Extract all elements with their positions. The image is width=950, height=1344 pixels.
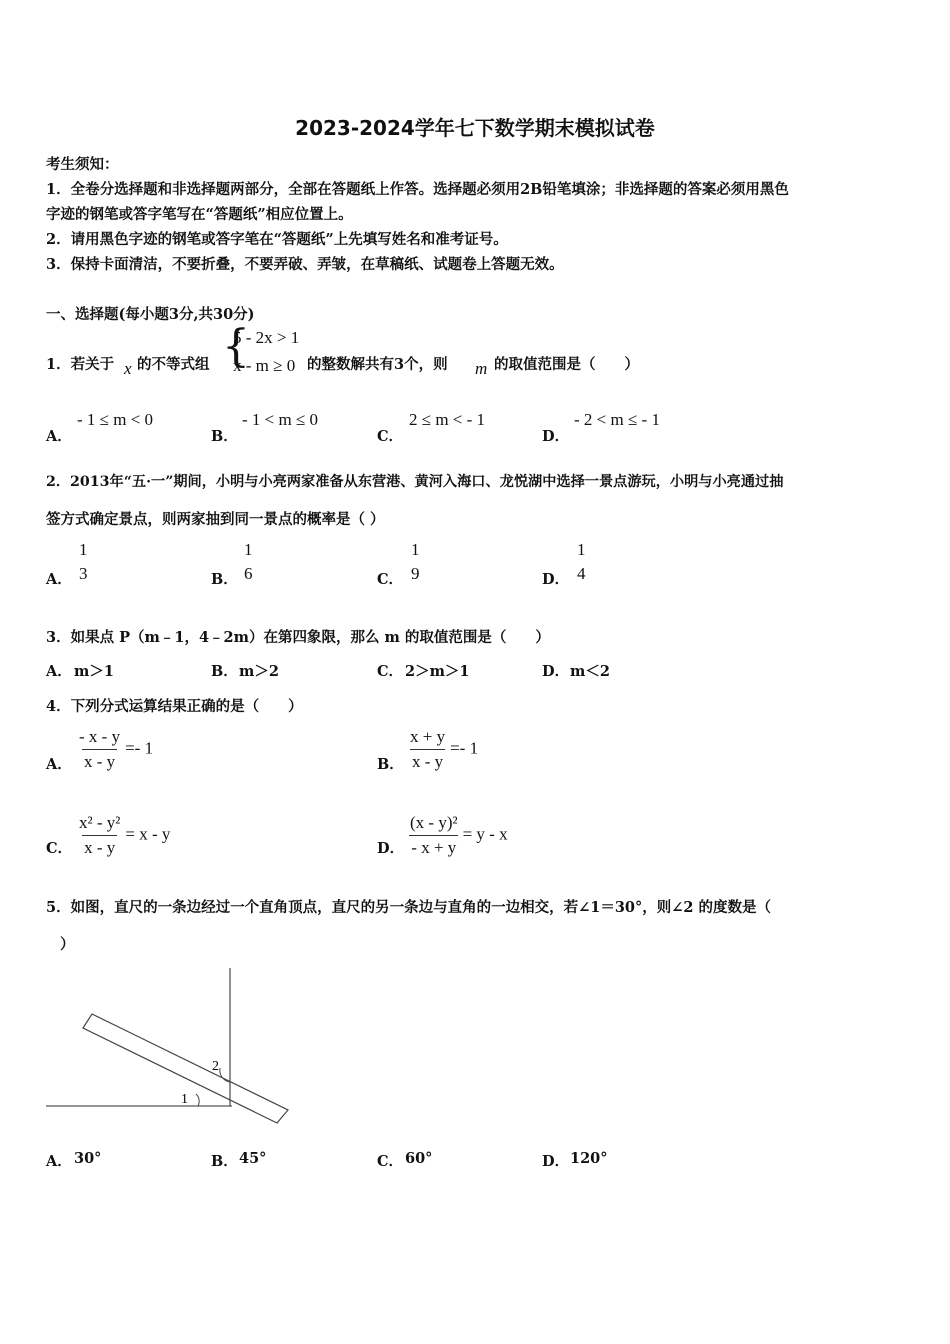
q1-option-c-expr: 2 ≤ m < - 1 [409,410,486,429]
q4-option-a-expr [74,727,153,772]
q4-text: 4．下列分式运算结果正确的是（ ） [46,698,303,715]
q1-option-a-expr: - 1 ≤ m < 0 [77,410,154,429]
q3-option-c-expr: 2＞m＞1 [405,663,470,680]
q5-option-d-expr: 120° [570,1150,608,1167]
q4-b-num: x + y [410,727,446,746]
q4-option-b-label: B． [377,756,404,773]
q3-option-c-label: C． [377,663,404,680]
q3-option-d-label: D． [542,663,570,680]
q5-option-a-label: A． [46,1153,72,1170]
q4-d-num: (x - y)² [410,813,458,832]
q2-d-den: 4 [577,564,586,583]
q2-option-d-label: D． [542,571,570,588]
q3-option-b-expr: m＞2 [239,663,279,680]
angle-2-label: 2 [212,1059,219,1074]
q2-c-num: 1 [411,540,420,559]
q4-option-c-label: C． [46,840,73,857]
q2-c-den: 9 [411,564,420,583]
q4-c-rhs: = x - y [125,824,171,844]
q2-d-num: 1 [577,540,586,559]
q4-a-num: - x - y [79,727,121,746]
q3-option-a-label: A． [46,663,72,680]
q1-option-c-label: C． [377,428,404,445]
q4-d-den: - x + y [409,835,458,858]
q2-b-den: 6 [244,564,253,583]
q1-var-m: m [475,359,488,378]
q2-line-1: 2．2013年“五·一”期间，小明与小亮两家准备从东营港、黄河入海口、龙悦湖中选择一景点游玩，小明与小亮通过抽 [46,474,784,490]
section-heading: 一、选择题(每小题3分,共30分) [46,306,255,323]
q2-option-a-label: A． [46,571,72,588]
q2-option-b-frac [239,540,258,584]
q1-option-a-label: A． [46,428,72,445]
angle-1-arc [196,1094,199,1106]
q2-b-num: 1 [244,540,253,559]
q1-text-3: 的整数解共有3个，则 [307,356,448,373]
notice-line-1: 1．全卷分选择题和非选择题两部分，全部在答题纸上作答。选择题必须用2B铅笔填涂；非选择题的答案必须用黑色 [46,181,789,198]
q1-option-d-expr: - 2 < m ≤ - 1 [574,410,660,429]
q2-option-a-frac [74,540,93,584]
q1-option-b-expr: - 1 < m ≤ 0 [242,410,319,429]
q5-line-1: 5．如图，直尺的一条边经过一个直角顶点，直尺的另一条边与直角的一边相交，若∠1＝30°，则∠2 的度数是（ [46,899,772,916]
q1-var-x: x [124,359,132,378]
q3-option-b-label: B． [211,663,238,680]
q2-option-c-frac [406,540,425,584]
q2-line-2: 签方式确定景点，则两家抽到同一景点的概率是（ ） [46,511,385,528]
angle-1-label: 1 [181,1092,188,1107]
q2-option-c-label: C． [377,571,404,588]
q1-inequality-2: x - m ≥ 0 [233,356,296,375]
q5-option-c-label: C． [377,1153,404,1170]
q1-option-b-label: B． [211,428,238,445]
q4-d-rhs: = y - x [462,824,508,844]
q2-a-den: 3 [79,564,88,583]
q4-c-den: x - y [82,835,117,858]
q4-option-d-label: D． [377,840,405,857]
q5-option-b-expr: 45° [239,1150,267,1167]
q4-c-num: x² - y² [79,813,121,832]
q3-option-a-expr: m＞1 [74,663,114,680]
notice-line-1b: 字迹的钢笔或答字笔写在“答题纸”相应位置上。 [46,206,353,223]
q1-text-2: 的不等式组 [137,356,210,373]
q1-brace: { [222,321,250,372]
q5-option-d-label: D． [542,1153,570,1170]
notice-heading: 考生须知： [46,156,119,173]
q1-option-d-label: D． [542,428,570,445]
q1-text-4: 的取值范围是（ ） [494,356,639,373]
q3-option-d-expr: m＜2 [570,663,610,680]
notice-line-3: 3．保持卡面清洁，不要折叠，不要弄破、弄皱，在草稿纸、试题卷上答题无效。 [46,256,564,273]
q2-option-d-frac [572,540,591,584]
page-title: 2023-2024学年七下数学期末模拟试卷 [295,116,655,140]
q5-option-b-label: B． [211,1153,238,1170]
q4-a-rhs: =- 1 [125,738,154,758]
q4-a-den: x - y [82,749,117,772]
notice-line-2: 2．请用黑色字迹的钢笔或答字笔在“答题纸”上先填写姓名和准考证号。 [46,231,508,248]
q2-option-b-label: B． [211,571,238,588]
q5-figure [40,960,300,1130]
q5-option-a-expr: 30° [74,1150,102,1167]
q4-option-c-expr [74,813,170,858]
angle-2-arc [220,1068,230,1082]
q5-line-2: ） [60,936,75,953]
q4-b-rhs: =- 1 [450,738,479,758]
q5-option-c-expr: 60° [405,1150,433,1167]
q1-text-1: 1．若关于 [46,356,115,373]
q4-b-den: x - y [410,749,445,772]
q2-a-num: 1 [79,540,88,559]
q4-option-a-label: A． [46,756,72,773]
q4-option-b-expr [405,727,478,772]
q4-option-d-expr [405,813,508,858]
q3-text: 3．如果点 P（m﹣1，4﹣2m）在第四象限，那么 m 的取值范围是（ ） [46,629,550,646]
q1-inequality-1: 5 - 2x > 1 [233,328,300,347]
